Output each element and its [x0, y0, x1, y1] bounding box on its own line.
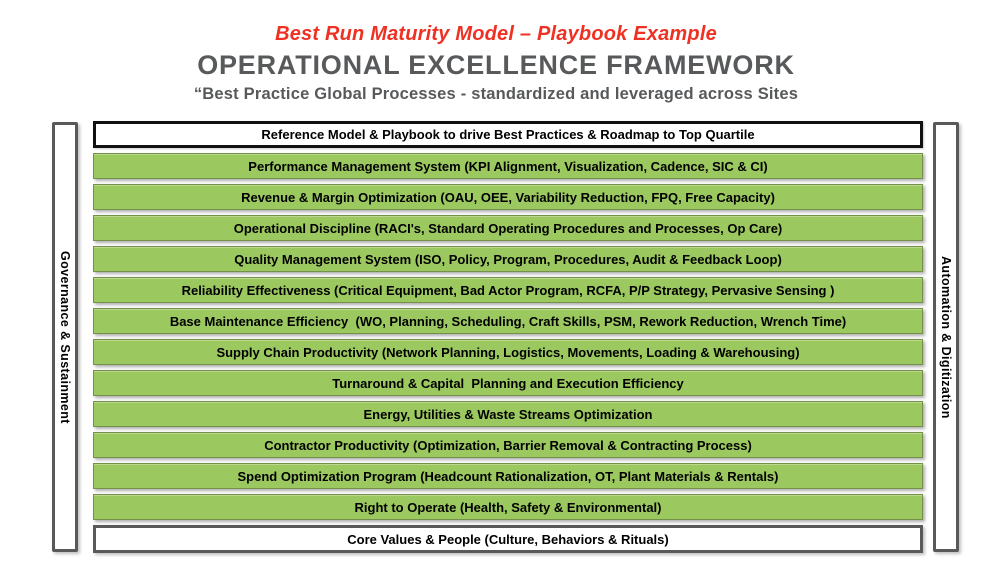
- bar-label: Right to Operate (Health, Safety & Environmental): [354, 499, 662, 515]
- framework-bar-reliability-effectiveness: [93, 277, 923, 303]
- left-rail-label: Governance & Sustainment: [58, 250, 72, 424]
- framework-bar-energy-utilities-waste: [93, 401, 923, 427]
- framework-bar-right-to-operate: [93, 494, 923, 520]
- framework-bar-base-maintenance-efficiency: [93, 308, 923, 334]
- bar-label: Energy, Utilities & Waste Streams Optimization: [363, 406, 653, 422]
- page-subtitle: “Best Practice Global Processes - standardized and leveraged across Sites: [193, 85, 799, 103]
- bar-label: Turnaround & Capital Planning and Execution Efficiency: [332, 375, 684, 391]
- bar-label: Reliability Effectiveness (Critical Equipment, Bad Actor Program, RCFA, P/P Strategy, Pervasive Sensing ): [181, 282, 835, 298]
- framework-bar-contractor-productivity: [93, 432, 923, 458]
- bar-label: Operational Discipline (RACI's, Standard Operating Procedures and Processes, Op Care): [233, 220, 783, 236]
- framework-bar-quality-management: [93, 246, 923, 272]
- framework-bar-supply-chain-productivity: [93, 339, 923, 365]
- framework-bar-spend-optimization: [93, 463, 923, 489]
- page-title: OPERATIONAL EXCELLENCE FRAMEWORK: [197, 50, 795, 80]
- bar-label: Core Values & People (Culture, Behaviors & Rituals): [347, 531, 669, 547]
- bar-label: Base Maintenance Efficiency (WO, Planning, Scheduling, Craft Skills, PSM, Rework Reduction, Wrench Time): [169, 313, 847, 329]
- bar-label: Contractor Productivity (Optimization, Barrier Removal & Contracting Process): [264, 437, 752, 453]
- framework-bar-revenue-margin-optimization: [93, 184, 923, 210]
- framework-bar-performance-management: [93, 153, 923, 179]
- framework-bar-operational-discipline: [93, 215, 923, 241]
- right-rail-automation-digitization: [933, 122, 959, 552]
- bar-label: Performance Management System (KPI Alignment, Visualization, Cadence, SIC & CI): [248, 158, 768, 174]
- right-rail-label: Automation & Digitization: [939, 255, 953, 419]
- framework-bar-reference-model: [93, 121, 923, 148]
- bar-label: Revenue & Margin Optimization (OAU, OEE, Variability Reduction, FPQ, Free Capacity): [241, 189, 775, 205]
- left-rail-governance-sustainment: [52, 122, 78, 552]
- framework-bar-turnaround-capital: [93, 370, 923, 396]
- bar-label: Spend Optimization Program (Headcount Rationalization, OT, Plant Materials & Rentals): [237, 468, 779, 484]
- bar-label: Reference Model & Playbook to drive Best Practices & Roadmap to Top Quartile: [261, 127, 755, 142]
- eyebrow-title: Best Run Maturity Model – Playbook Example: [275, 23, 717, 45]
- framework-bar-core-values-people: [93, 525, 923, 553]
- bar-label: Supply Chain Productivity (Network Planning, Logistics, Movements, Loading & Warehousing): [216, 344, 800, 360]
- bar-label: Quality Management System (ISO, Policy, Program, Procedures, Audit & Feedback Loop): [234, 251, 782, 267]
- framework-bars-list: [93, 121, 923, 553]
